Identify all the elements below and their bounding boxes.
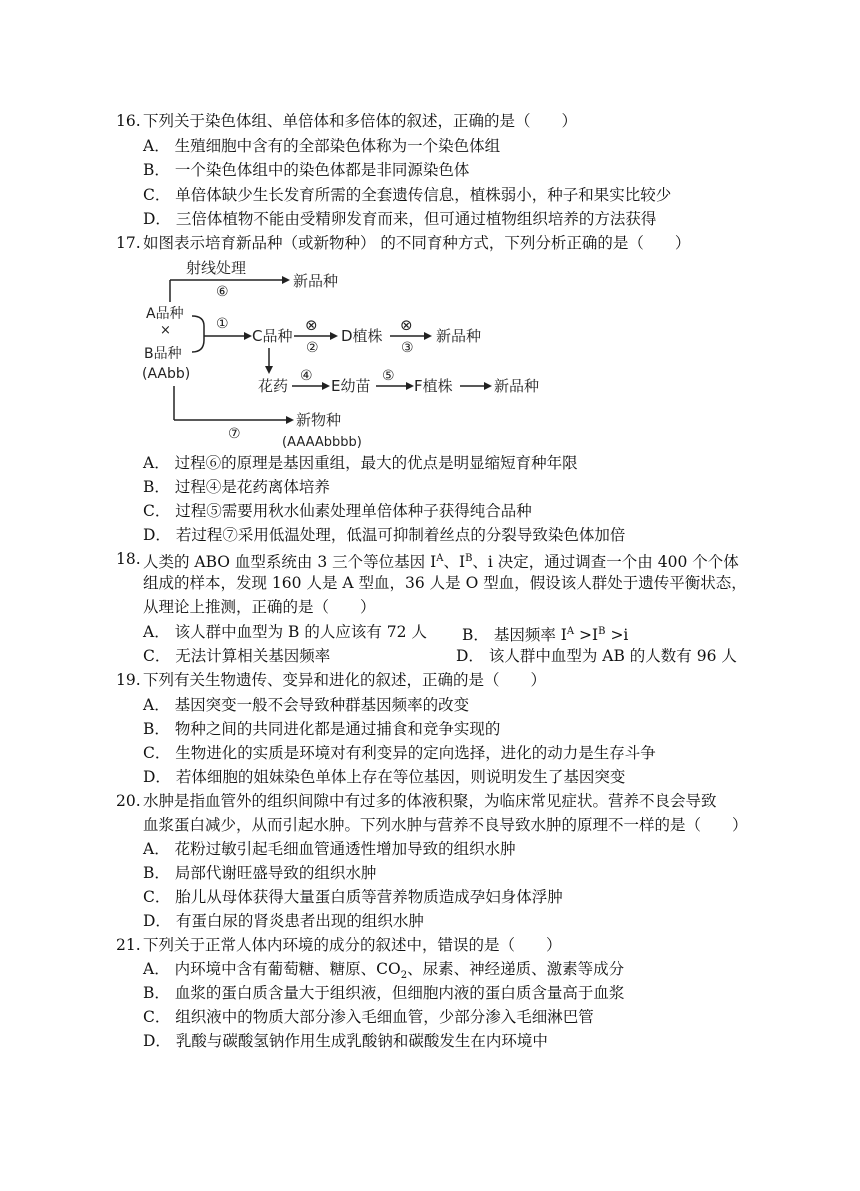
question-18-number: 18. [116, 550, 141, 568]
question-16-option-c: C． 单倍体缺少生长发育所需的全套遗传信息，植株弱小，种子和果实比较少 [143, 186, 672, 204]
diagram-e-seedling: E幼苗 [331, 377, 371, 395]
diagram-d-plant: D植株 [341, 327, 383, 345]
diagram-species-genotype: (AAAAbbbb) [282, 435, 362, 450]
question-21-number: 21. [116, 936, 141, 954]
question-17-stem: 如图表示培育新品种（或新物种） 的不同育种方式，下列分析正确的是（ ） [143, 234, 691, 252]
question-21-option-a: A． 内环境中含有葡萄糖、糖原、$CO_2$、尿素、神经递质、激素等成分 [143, 960, 625, 982]
diagram-anther: 花药 [258, 377, 289, 395]
diagram-selfing-1: ⊗ [305, 316, 318, 334]
question-16-option-d: D． 三倍体植物不能由受精卵发育而来，但可通过植物组织培养的方法获得 [143, 210, 657, 228]
question-18-stem-line-2: 组成的样本，发现 160 人是 A 型血，36 人是 O 型血，假设该人群处于遗传平衡状态， [143, 574, 747, 592]
question-18-option-c: C． 无法计算相关基因频率 [143, 647, 331, 665]
diagram-step-3: ③ [401, 340, 414, 356]
question-16-stem: 下列关于染色体组、单倍体和多倍体的叙述，正确的是（ ） [143, 112, 578, 130]
diagram-new-variety-2: 新品种 [436, 327, 482, 345]
question-19-option-b: B． 物种之间的共同进化都是通过捕食和竞争实现的 [143, 720, 501, 738]
question-18-option-d: D． 该人群中血型为 AB 的人数有 96 人 [456, 647, 737, 665]
question-19-stem: 下列有关生物遗传、变异和进化的叙述，正确的是（ ） [143, 671, 547, 689]
question-17-option-a: A． 过程⑥的原理是基因重组，最大的优点是明显缩短育种年限 [143, 454, 578, 472]
question-20-stem-line-1: 水肿是指血管外的组织间隙中有过多的体液积聚，为临床常见症状。营养不良会导致 [143, 792, 717, 810]
diagram-step-7: ⑦ [228, 426, 241, 442]
question-18-option-b: B． 基因频率 $I^A >I^B >i$ [462, 626, 629, 645]
diagram-step-1: ① [216, 316, 229, 332]
diagram-new-species: 新物种 [296, 411, 342, 429]
question-17-option-c: C． 过程⑤需要用秋水仙素处理单倍体种子获得纯合品种 [143, 502, 532, 520]
question-20-option-a: A． 花粉过敏引起毛细血管通透性增加导致的组织水肿 [143, 840, 516, 858]
question-18-stem-line-3: 从理论上推测，正确的是（ ） [143, 598, 376, 616]
diagram-new-variety-3: 新品种 [494, 377, 540, 395]
diagram-new-variety-1: 新品种 [293, 272, 339, 290]
question-17-option-d: D． 若过程⑦采用低温处理，低温可抑制着丝点的分裂导致染色体加倍 [143, 526, 626, 544]
question-21-option-c: C． 组织液中的物质大部分渗入毛细血管，少部分渗入毛细淋巴管 [143, 1008, 594, 1026]
diagram-c-variety: C品种 [252, 327, 293, 345]
question-20-option-b: B． 局部代谢旺盛导致的组织水肿 [143, 864, 377, 882]
question-20-number: 20. [116, 792, 141, 810]
question-20-option-c: C． 胎儿从母体获得大量蛋白质等营养物质造成孕妇身体浮肿 [143, 888, 563, 906]
breeding-diagram [140, 254, 540, 450]
question-21-option-b: B． 血浆的蛋白质含量大于组织液，但细胞内液的蛋白质含量高于血浆 [143, 984, 625, 1002]
question-18-stem-line-1: 人类的 ABO 血型系统由 3 三个等位基因 $I^A$、$I^B$、i 决定，通过调查一个由 400 个个体 [143, 553, 739, 572]
diagram-step-2: ② [306, 340, 319, 356]
question-19-option-a: A． 基因突变一般不会导致种群基因频率的改变 [143, 696, 470, 714]
diagram-a-variety: A品种 [146, 306, 184, 322]
question-16-option-b: B． 一个染色体组中的染色体都是非同源染色体 [143, 161, 470, 179]
question-17-option-b: B． 过程④是花药离体培养 [143, 478, 330, 496]
diagram-step-5: ⑤ [382, 368, 395, 384]
question-20-stem-line-2: 血浆蛋白减少，从而引起水肿。下列水肿与营养不良导致水肿的原理不一样的是（ ） [143, 816, 748, 834]
diagram-ray-label: 射线处理 [186, 259, 247, 277]
diagram-selfing-2: ⊗ [400, 316, 413, 334]
question-18-option-a: A． 该人群中血型为 B 的人应该有 72 人 [143, 623, 427, 641]
diagram-f-plant: F植株 [414, 377, 453, 395]
diagram-step-6: ⑥ [216, 284, 229, 300]
diagram-step-4: ④ [300, 368, 313, 384]
question-17-number: 17. [116, 234, 141, 252]
diagram-b-genotype: (AAbb) [142, 366, 191, 382]
question-16-number: 16. [116, 112, 141, 130]
question-19-option-d: D． 若体细胞的姐妹染色单体上存在等位基因，则说明发生了基因突变 [143, 768, 626, 786]
question-21-stem: 下列关于正常人体内环境的成分的叙述中，错误的是（ ） [143, 936, 562, 954]
diagram-cross-symbol: × [160, 323, 171, 338]
question-19-option-c: C． 生物进化的实质是环境对有利变异的定向选择，进化的动力是生存斗争 [143, 744, 656, 762]
question-19-number: 19. [116, 671, 141, 689]
question-16-option-a: A． 生殖细胞中含有的全部染色体称为一个染色体组 [143, 137, 501, 155]
diagram-b-variety: B品种 [144, 346, 182, 362]
question-21-option-d: D． 乳酸与碳酸氢钠作用生成乳酸钠和碳酸发生在内环境中 [143, 1032, 548, 1050]
question-20-option-d: D． 有蛋白尿的肾炎患者出现的组织水肿 [143, 912, 424, 930]
